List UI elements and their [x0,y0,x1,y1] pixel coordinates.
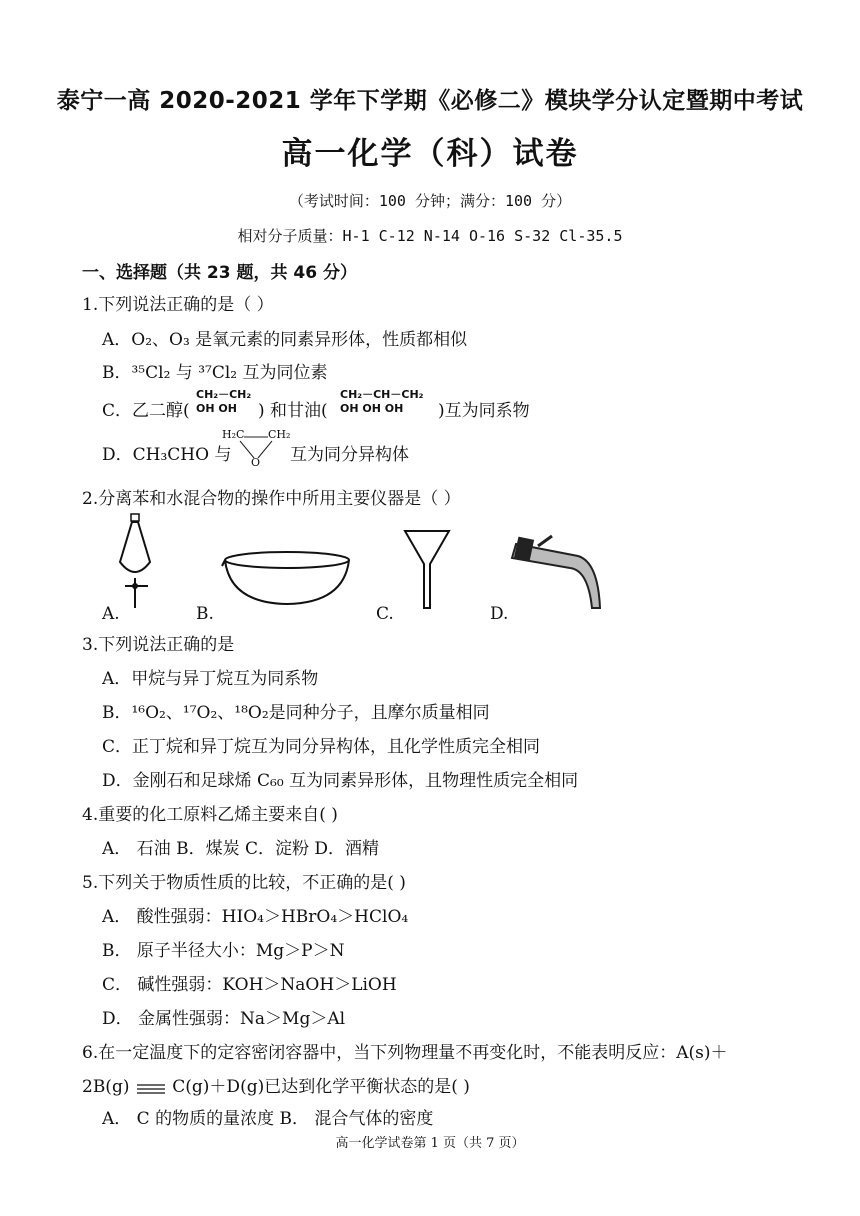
question-3-stem: 3.下列说法正确的是 [82,635,235,655]
question-3-option-c: C．正丁烷和异丁烷互为同分异构体，且化学性质完全相同 [102,737,541,757]
exam-info: （考试时间：100 分钟；满分：100 分） [288,192,572,210]
question-5-option-d: D． 金属性强弱：Na＞Mg＞Al [102,1009,346,1029]
ethylene-oxide-structure [222,428,290,470]
reactant-text: 2B(g) [82,1077,130,1097]
glycol-top: CH₂－CH₂ [196,388,252,401]
epoxide-oxygen: O [251,456,261,469]
question-5-option-c: C． 碱性强弱：KOH＞NaOH＞LiOH [102,975,397,995]
question-1-option-c [102,396,190,421]
glycol-bottom: OH OH [196,402,237,415]
funnel-icon [402,528,452,612]
paper-subtitle: 高一化学（科）试卷 [281,136,579,172]
option-a-label: A. [102,604,120,624]
question-4-stem: 4.重要的化工原料乙烯主要来自( ) [82,805,338,825]
epoxide-right: CH₂ [268,428,291,441]
question-6-stem: 6.在一定温度下的定容密闭容器中，当下列物理量不再变化时，不能表明反应：A(s)＋ [82,1043,728,1063]
page-footer: 高一化学试卷第 1 页（共 7 页） [335,1136,525,1151]
ethylene-glycol-structure [196,388,251,416]
question-3-option-d: D．金刚石和足球烯 C₆₀ 互为同素异形体，且物理性质完全相同 [102,771,579,791]
question-1-option-a: A．O₂、O₃ 是氧元素的同素异形体，性质都相似 [102,330,468,350]
question-1-option-d: D．CH₃CHO 与 [102,445,232,465]
option-c-middle: ) 和甘油( [258,401,328,421]
equilibrium-arrow-icon [135,1082,167,1094]
question-6-line2 [82,1072,470,1097]
question-3-option-b: B．¹⁶O₂、¹⁷O₂、¹⁸O₂是同种分子，且摩尔质量相同 [102,703,490,723]
option-d-suffix: 互为同分异构体 [290,445,409,465]
glycerol-bottom: OH OH OH [340,402,404,415]
question-1-stem: 1.下列说法正确的是（ ） [82,295,274,315]
question-2-stem: 2.分离苯和水混合物的操作中所用主要仪器是（ ） [82,489,461,509]
glycerol-top: CH₂－CH－CH₂ [340,388,424,401]
option-c-prefix: C．乙二醇( [102,401,190,421]
relative-masses: 相对分子质量：H-1 C-12 N-14 O-16 S-32 Cl-35.5 [237,227,623,245]
option-d-label: D. [490,604,509,624]
question-4-options: A． 石油 B．煤炭 C．淀粉 D．酒精 [102,839,380,859]
question-5-stem: 5.下列关于物质性质的比较，不正确的是( ) [82,873,406,893]
question-3-option-a: A．甲烷与异丁烷互为同系物 [102,669,319,689]
section-heading: 一、选择题（共 23 题，共 46 分） [82,263,357,283]
question-5-option-a: A． 酸性强弱：HIO₄＞HBrO₄＞HClO₄ [102,907,409,927]
epoxide-left: H₂C [222,428,245,441]
option-c-label: C. [376,604,394,624]
evaporating-dish-icon [220,548,355,608]
option-b-label: B. [196,604,214,624]
test-tube-icon [508,532,608,612]
product-text: C(g)＋D(g)已达到化学平衡状态的是( ) [172,1077,470,1097]
option-c-suffix: )互为同系物 [438,401,530,421]
question-5-option-b: B． 原子半径大小：Mg＞P＞N [102,941,345,961]
question-1-option-b: B．³⁵Cl₂ 与 ³⁷Cl₂ 互为同位素 [102,363,328,383]
exam-title: 泰宁一高 2020-2021 学年下学期《必修二》模块学分认定暨期中考试 [56,88,804,114]
question-6-options: A． C 的物质的量浓度 B． 混合气体的密度 [102,1109,434,1129]
separatory-funnel-icon [110,512,160,612]
glycerol-structure [340,388,423,416]
